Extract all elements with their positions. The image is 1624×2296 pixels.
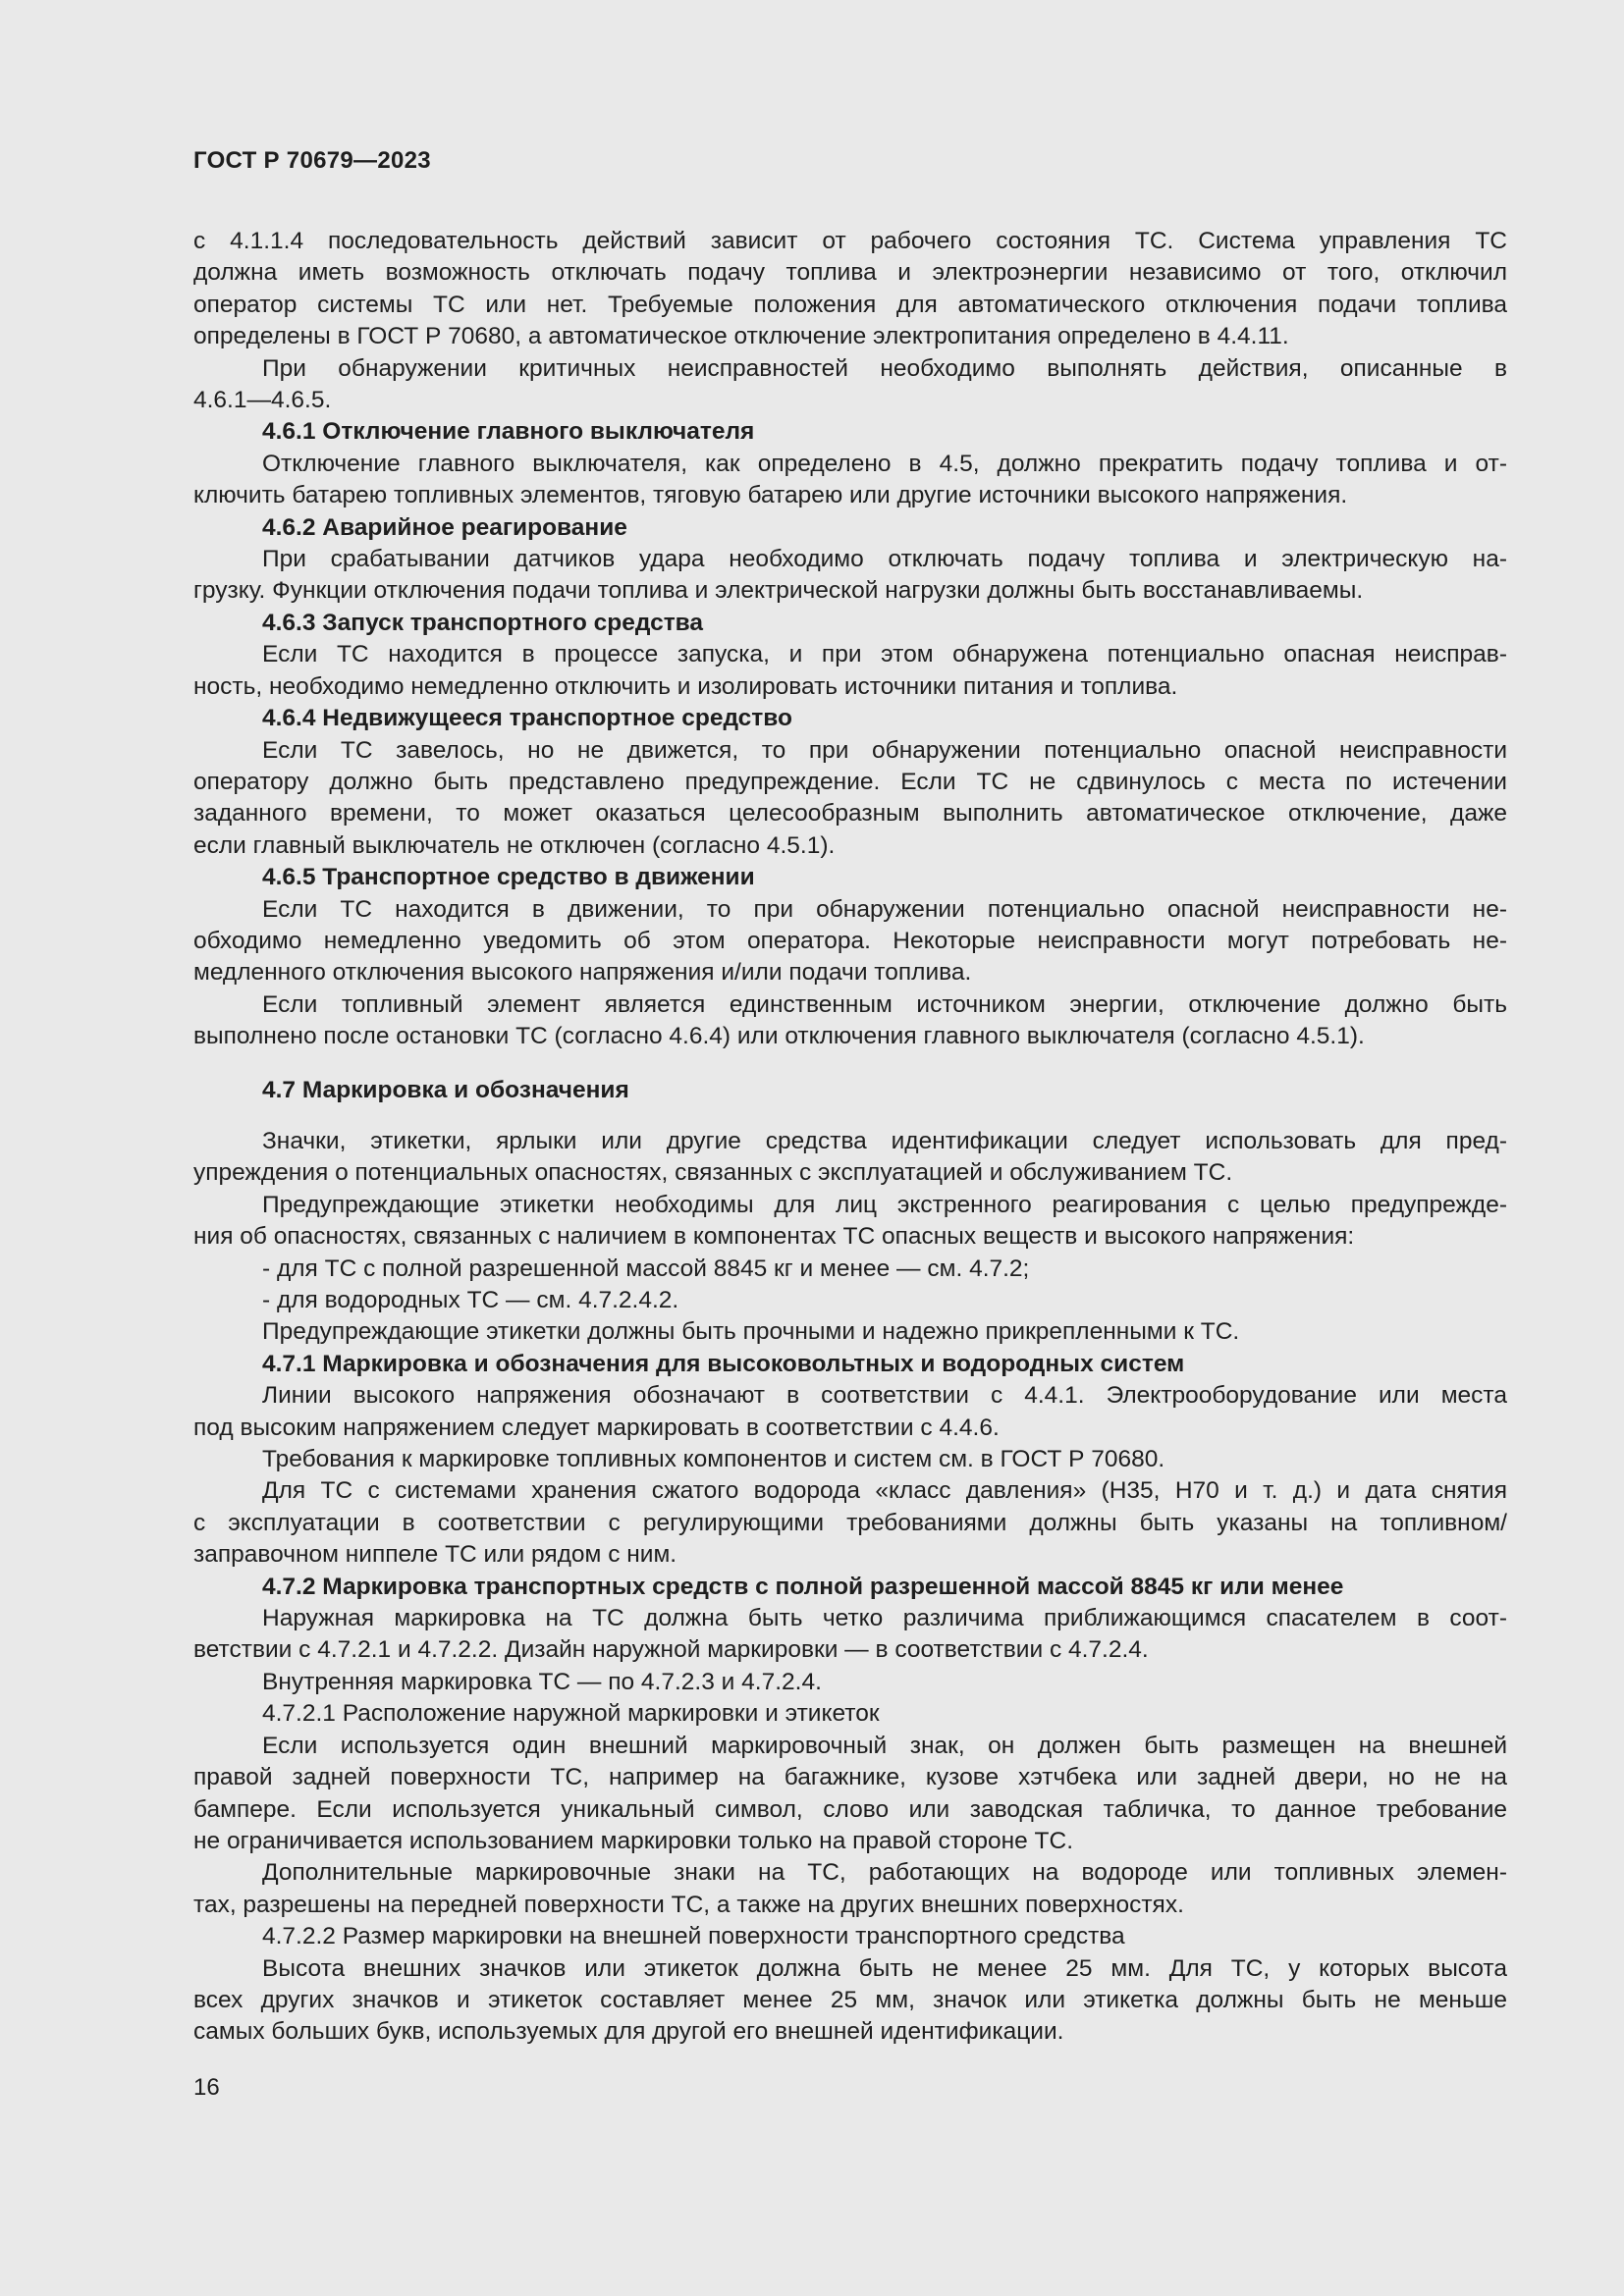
document-header: ГОСТ Р 70679—2023	[193, 147, 431, 174]
text-line: Если ТС завелось, но не движется, то при обнаружении потенциально опасной неисправности	[262, 736, 1507, 764]
text-line: Предупреждающие этикетки должны быть прочными и надежно прикрепленными к ТС.	[262, 1318, 1240, 1346]
text-line: выполнено после остановки ТС (согласно 4.6.4) или отключения главного выключателя (согласно 4.5.1).	[193, 1023, 1365, 1050]
text-line: оператору должно быть представлено предупреждение. Если ТС не сдвинулось с места по истечении	[193, 768, 1507, 795]
text-line: Требования к маркировке топливных компонентов и систем см. в ГОСТ Р 70680.	[262, 1446, 1165, 1473]
text-line: бампере. Если используется уникальный символ, слово или заводская табличка, то данное требование	[193, 1795, 1507, 1823]
section-heading: 4.6.5 Транспортное средство в движении	[262, 864, 755, 891]
text-line: упреждения о потенциальных опасностях, связанных с эксплуатацией и обслуживанием ТС.	[193, 1159, 1233, 1187]
text-line: Наружная маркировка на ТС должна быть четко различима приближающимся спасателем в соот-	[262, 1605, 1507, 1632]
section-heading: 4.6.1 Отключение главного выключателя	[262, 418, 755, 446]
section-heading: 4.6.3 Запуск транспортного средства	[262, 609, 704, 636]
text-line: ность, необходимо немедленно отключить и изолировать источники питания и топлива.	[193, 672, 1178, 700]
text-line: Дополнительные маркировочные знаки на ТС, работающих на водороде или топливных элемен-	[262, 1859, 1507, 1887]
text-line: обходимо немедленно уведомить об этом оператора. Некоторые неисправности могут потребовать не-	[193, 927, 1507, 954]
text-line: Для ТС с системами хранения сжатого водорода «класс давления» (Н35, Н70 и т. д.) и дата снятия	[262, 1477, 1507, 1505]
text-line: Внутренняя маркировка ТС — по 4.7.2.3 и 4.7.2.4.	[262, 1668, 822, 1695]
text-line: Если используется один внешний маркировочный знак, он должен быть размещен на внешней	[262, 1732, 1507, 1759]
text-line: с эксплуатации в соответствии с регулирующими требованиями должны быть указаны на топливном/	[193, 1509, 1507, 1536]
text-line: медленного отключения высокого напряжения и/или подачи топлива.	[193, 959, 972, 987]
text-line: При срабатывании датчиков удара необходимо отключать подачу топлива и электрическую на-	[262, 546, 1507, 573]
text-line: Предупреждающие этикетки необходимы для лиц экстренного реагирования с целью предупрежде-	[262, 1191, 1507, 1218]
text-line: самых больших букв, используемых для другой его внешней идентификации.	[193, 2018, 1064, 2046]
text-line: под высоким напряжением следует маркировать в соответствии с 4.4.6.	[193, 1414, 1000, 1441]
text-line: с 4.1.1.4 последовательность действий зависит от рабочего состояния ТС. Система управления ТС	[193, 228, 1507, 254]
text-line: оператор системы ТС или нет. Требуемые положения для автоматического отключения подачи топлива	[193, 291, 1507, 318]
section-heading: 4.6.2 Аварийное реагирование	[262, 513, 627, 541]
text-line: Если ТС находится в движении, то при обнаружении потенциально опасной неисправности не-	[262, 895, 1507, 923]
section-heading: 4.7.2 Маркировка транспортных средств с полной разрешенной массой 8845 кг или менее	[262, 1573, 1344, 1600]
text-line: Если ТС находится в процессе запуска, и при этом обнаружена потенциально опасная неисправ-	[262, 641, 1507, 668]
list-item: - для водородных ТС — см. 4.7.2.4.2.	[262, 1287, 679, 1313]
text-line: заправочном ниппеле ТС или рядом с ним.	[193, 1541, 677, 1569]
text-line: ветствии с 4.7.2.1 и 4.7.2.2. Дизайн наружной маркировки — в соответствии с 4.7.2.4.	[193, 1636, 1149, 1664]
text-line: не ограничивается использованием маркировки только на правой стороне ТС.	[193, 1827, 1074, 1854]
text-line: должна иметь возможность отключать подачу топлива и электроэнергии независимо от того, отключил	[193, 259, 1507, 287]
subsection-heading: 4.7.2.2 Размер маркировки на внешней поверхности транспортного средства	[262, 1923, 1125, 1950]
section-heading: 4.7.1 Маркировка и обозначения для высоковольтных и водородных систем	[262, 1350, 1185, 1377]
text-line: Значки, этикетки, ярлыки или другие средства идентификации следует использовать для пред-	[262, 1127, 1507, 1154]
document-body	[193, 226, 1507, 2049]
subsection-heading: 4.7.2.1 Расположение наружной маркировки и этикеток	[262, 1700, 880, 1728]
text-line: правой задней поверхности ТС, например на багажнике, кузове хэтчбека или задней двери, но не на	[193, 1764, 1507, 1791]
text-line: определены в ГОСТ Р 70680, а автоматическое отключение электропитания определено в 4.4.11.	[193, 323, 1289, 350]
section-heading: 4.7 Маркировка и обозначения	[262, 1076, 629, 1103]
text-line: Линии высокого напряжения обозначают в соответствии с 4.4.1. Электрооборудование или места	[262, 1382, 1507, 1410]
text-line: если главный выключатель не отключен (согласно 4.5.1).	[193, 831, 836, 859]
section-heading: 4.6.4 Недвижущееся транспортное средство	[262, 705, 793, 732]
list-item: - для ТС с полной разрешенной массой 8845 кг и менее — см. 4.7.2;	[262, 1255, 1030, 1282]
text-line: При обнаружении критичных неисправностей необходимо выполнять действия, описанные в	[262, 354, 1507, 382]
text-line: всех других значков и этикеток составляет менее 25 мм, значок или этикетка должны быть не меньше	[193, 1986, 1507, 2013]
text-line: ключить батарею топливных элементов, тяговую батарею или другие источники высокого напряжения.	[193, 482, 1348, 509]
text-line: грузку. Функции отключения подачи топлива и электрической нагрузки должны быть восстанавливаемы.	[193, 577, 1364, 605]
page-number: 16	[193, 2074, 220, 2101]
text-line: Если топливный элемент является единственным источником энергии, отключение должно быть	[262, 990, 1507, 1018]
text-line: Высота внешних значков или этикеток должна быть не менее 25 мм. Для ТС, у которых высота	[262, 1954, 1507, 1982]
text-line: Отключение главного выключателя, как определено в 4.5, должно прекратить подачу топлива и от-	[262, 450, 1507, 477]
text-line: заданного времени, то может оказаться целесообразным выполнить автоматическое отключение, даже	[193, 800, 1507, 828]
text-line: тах, разрешены на передней поверхности ТС, а также на других внешних поверхностях.	[193, 1891, 1184, 1918]
text-line: 4.6.1—4.6.5.	[193, 387, 332, 414]
text-line: ния об опасностях, связанных с наличием в компонентах ТС опасных веществ и высокого напряжения:	[193, 1223, 1355, 1251]
